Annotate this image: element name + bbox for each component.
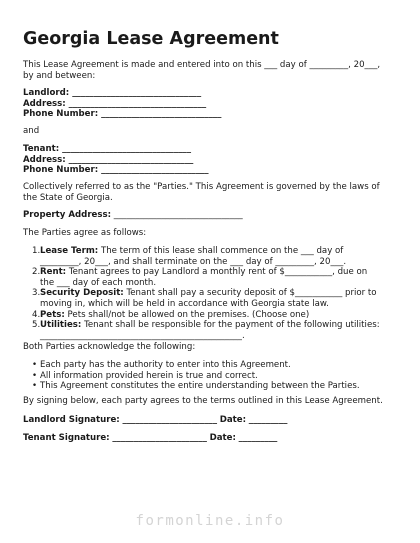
property-address-blank[interactable]: ______________________________: [113, 210, 243, 220]
acknowledgement-text: All information provided herein is true and correct.: [40, 370, 258, 381]
bullet-icon: •: [32, 381, 38, 392]
term-label: Lease Term:: [40, 246, 99, 256]
term-label: Pets:: [40, 309, 65, 320]
terms-list: [23, 246, 383, 341]
tenant-signature-label: Tenant Signature:: [23, 433, 110, 443]
acknowledgements-list: [23, 360, 383, 392]
term-item: [23, 267, 383, 288]
term-label: Rent:: [40, 267, 67, 278]
tenant-signature-line: [23, 433, 383, 444]
acknowledgement-item: [23, 371, 383, 382]
tenant-block: [23, 144, 383, 176]
landlord-date-field[interactable]: _________: [248, 415, 288, 425]
tenant-date-field[interactable]: _________: [238, 433, 278, 443]
acknowledgement-text: Each party has the authority to enter into this Agreement.: [40, 360, 291, 370]
landlord-name-line[interactable]: Landlord: ______________________________: [23, 88, 202, 98]
tenant-date-label: Date:: [209, 433, 236, 443]
term-number: 1.: [32, 246, 41, 256]
tenant-phone-line[interactable]: Phone Number: _________________________: [23, 165, 209, 176]
term-label: Utilities:: [40, 320, 82, 331]
landlord-signature-field[interactable]: ______________________: [122, 415, 217, 425]
acknowledgement-text: This Agreement constitutes the entire understanding between the Parties.: [40, 381, 360, 392]
term-text[interactable]: Tenant shall be responsible for the payment of the following utilities: _______________________________________________.: [40, 320, 380, 341]
landlord-address-line[interactable]: Address: ________________________________: [23, 98, 207, 109]
term-item: [23, 246, 383, 267]
landlord-block: [23, 88, 383, 120]
term-number: 5.: [32, 320, 41, 331]
property-address-label: Property Address:: [23, 210, 112, 220]
term-item: [23, 320, 383, 341]
term-number: 3.: [32, 288, 41, 299]
signing-paragraph: By signing below, each party agrees to the terms outlined in this Lease Agreement.: [23, 396, 383, 406]
and-text: and: [23, 126, 40, 136]
property-address-line[interactable]: [23, 210, 383, 221]
parties-paragraph: Collectively referred to as the "Parties." This Agreement is governed by the laws of the State of Georgia.: [23, 182, 380, 203]
term-number: 2.: [32, 267, 41, 278]
intro-paragraph: This Lease Agreement is made and entered into on this ___ day of _________, 20___, by and between:: [23, 60, 381, 81]
term-item: [23, 310, 383, 321]
term-number: 4.: [32, 309, 41, 320]
acknowledgement-item: [23, 360, 383, 371]
acknowledge-intro: Both Parties acknowledge the following:: [23, 342, 196, 352]
tenant-address-line[interactable]: Address: _____________________________: [23, 154, 194, 165]
bullet-icon: •: [32, 360, 38, 370]
tenant-name-line[interactable]: Tenant: ______________________________: [23, 144, 192, 154]
agree-intro: The Parties agree as follows:: [23, 228, 147, 238]
term-text[interactable]: Tenant agrees to pay Landlord a monthly rent of $___________, due on the ___ day of each month.: [40, 267, 368, 288]
landlord-phone-line[interactable]: Phone Number: ____________________________: [23, 109, 222, 120]
landlord-signature-label: Landlord Signature:: [23, 415, 120, 425]
term-text[interactable]: The term of this lease shall commence on the ___ day of _________, 20___, and shall terminate on the ___ day of _________, 20___.: [40, 246, 347, 267]
term-text[interactable]: Tenant shall pay a security deposit of $___________ prior to moving in, which will be held in accordance with Georgia state law.: [40, 288, 377, 309]
tenant-signature-field[interactable]: ______________________: [112, 433, 207, 443]
landlord-date-label: Date:: [219, 415, 247, 425]
term-item: [23, 288, 383, 309]
term-text[interactable]: Pets shall/not be allowed on the premises. (Choose one): [67, 309, 310, 320]
watermark: formonline.info: [135, 513, 285, 529]
bullet-icon: •: [32, 370, 38, 381]
acknowledgement-item: [23, 381, 383, 392]
landlord-signature-line: [23, 415, 383, 426]
term-label: Security Deposit:: [40, 288, 124, 299]
document-title: Georgia Lease Agreement: [23, 29, 279, 49]
